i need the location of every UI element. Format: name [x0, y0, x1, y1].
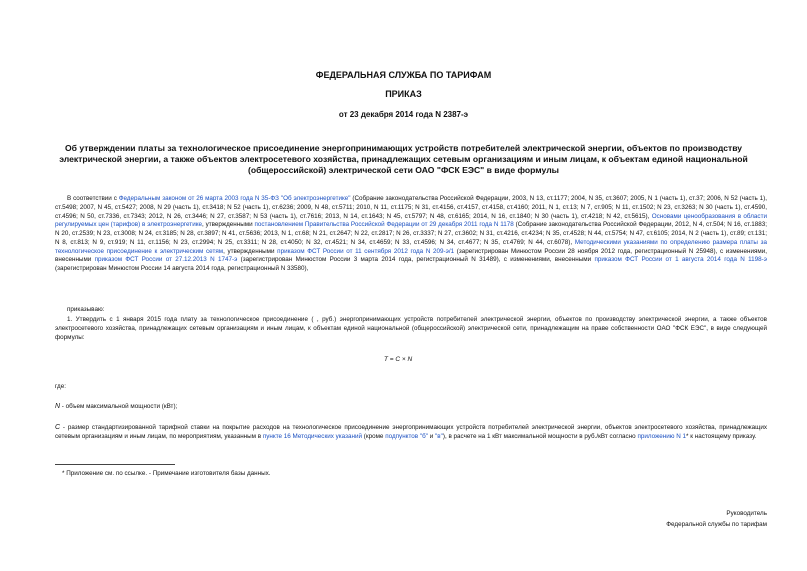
definition-c-text-1: - размер стандартизированной тарифной ставки на покрытие расходов на технологическое присоединение энергопринимающих устройств потребителей электрической энергии, объектов электросетевого хозяйства, принадлежащих сетевым организациям и иным лицам, по мероприятиям, указанным в: [55, 424, 767, 440]
preamble-text-5: , утвержденными: [223, 247, 278, 255]
definition-c: [55, 424, 767, 442]
subclause-v-link[interactable]: "в": [435, 432, 443, 440]
document-type: ПРИКАЗ: [385, 89, 422, 99]
agency-name: ФЕДЕРАЛЬНАЯ СЛУЖБА ПО ТАРИФАМ: [315, 70, 492, 80]
preamble-text-7: (зарегистрирован Минюстом России 3 марта 2014 года, регистрационный N 31489), с изменениями, внесенными: [237, 256, 595, 264]
federal-law-link[interactable]: Федеральным законом от 26 марта 2003 года N 35-ФЗ "Об электроэнергетике": [118, 195, 351, 202]
methodical-guidelines-link[interactable]: Методическими указаниями по определению размера платы за технологическое присоединение к электрическим сетям: [55, 238, 768, 255]
fts-order-1747-link[interactable]: приказом ФСТ России от 27.12.2013 N 1747-э: [94, 256, 238, 264]
footnote: * Приложение см. по ссылке. - Примечание изготовителя базы данных.: [62, 470, 271, 477]
fts-order-209-link[interactable]: приказом ФСТ России от 11 сентября 2012 года N 209-э/1: [277, 247, 455, 255]
appendix-1-link[interactable]: приложению N 1: [637, 432, 687, 440]
document-title: Об утверждении платы за технологическое присоединение энергопринимающих устройств потребителей электрической энергии, объектов по производству электрической энергии, а также объектов электросетевого хозяйства, принадлежащих сетевым организациям и иным лицам, к объектам единой национальной (общероссийской) электрической сети ОАО "ФСК ЕЭС" в виде формулы: [59, 143, 748, 175]
item-1-paragraph: 1. Утвердить с 1 января 2015 года плату за технологическое присоединение ( , руб.) энергопринимающих устройств потребителей электрической энергии, объектов по производству электрической энергии, а также объектов электросетевого хозяйства, принадлежащих сетевым организациям и иным лицам, к объектам единой национальной (общероссийской) электрической сети, принадлежащим на праве собственности ОАО "ФСК ЕЭС", в виде следующей формулы:: [55, 316, 767, 341]
fts-order-1198-link[interactable]: приказом ФСТ России от 1 августа 2014 года N 1198-э: [594, 256, 767, 264]
signature-org: Федеральной службы по тарифам: [666, 521, 767, 528]
signature-role: Руководитель: [726, 510, 767, 517]
pricing-basics-link[interactable]: Основами ценообразования в области регулируемых цен (тарифов) в электроэнергетике: [55, 212, 767, 229]
footnote-divider: [55, 464, 175, 465]
symbol-n: N: [55, 403, 61, 410]
definition-c-text-2: (кроме: [362, 432, 386, 440]
symbol-c: С: [55, 424, 61, 431]
definition-c-text-5: * к настоящему приказу.: [686, 432, 757, 440]
clause-16-link[interactable]: пункте 16 Методических указаний: [262, 432, 362, 440]
definition-n: [55, 403, 767, 412]
fee-formula: Т = С × N: [384, 356, 413, 363]
order-word: приказываю:: [67, 306, 105, 313]
preamble-text-6: (зарегистрирован Минюстом России 28 ноября 2012 года, регистрационный N 25948), с изменениями, внесенными: [55, 247, 768, 264]
definition-n-text: - объем максимальной мощности (кВт);: [60, 403, 178, 410]
preamble-text-2: (Собрание законодательства Российской Федерации, 2003, N 13, ст.1177; 2004, N 35, ст.3607; 2005, N 1 (часть 1), ст.37; 2006, N 52 (часть 1), ст.5498; 2007, N 45, ст.5427; 2008, N 29 (часть 1), ст.3418; N 52 (часть 1), ст.6236; 2009, N 48, ст.5711; 2010, N 11, ст.1175; N 31, ст.4156, ст.4157, ст.4158, ст.4160; 2011, N 1, ст.13; N 7, ст.905; N 11, ст.1502; N 23, ст.3263; N 30 (часть 1), ст.4590, ст.4596; N 50, ст.7336, ст.7343; 2012, N 26, ст.3446; N 27, ст.3587; N 53 (часть 1), ст.7616; 2013, N 14, ст.1643; N 45, ст.5797; N 48, ст.6165; 2014, N 16, ст.1840; N 30 (часть 1), ст.4218; N 42, ст.5615),: [55, 195, 767, 220]
document-date-number: от 23 декабря 2014 года N 2387-э: [338, 110, 469, 119]
subclause-b-link[interactable]: подпунктов "б": [385, 432, 428, 440]
government-decree-link[interactable]: постановлением Правительства Российской Федерации от 29 декабря 2011 года N 1178: [254, 221, 514, 229]
where-label: где:: [55, 383, 66, 390]
preamble-text-4: (Собрание законодательства Российской Федерации, 2012, N 4, ст.504; N 16, ст.1883; N 20, ст.2539; N 23, ст.3008; N 24, ст.3185; N 28, ст.3897; N 41, ст.5636; 2013, N 1, ст.68; N 21, ст.2647; N 22, ст.2817; N 26, ст.3337; N 27, ст.3602; N 31, ст.4216, ст.4234; N 35, ст.4528; N 44, ст.5754; N 47, ст.6105; 2014, N 2 (часть 1), ст.89; ст.131; N 8, ст.813; N 9, ст.919; N 11, ст.1156; N 23, ст.2994; N 25, ст.3311; N 28, ст.4050; N 32, ст.4521; N 34, ст.4659; N 33, ст.4596; N 34, ст.4677; N 35, ст.4769; N 44, ст.6078),: [55, 221, 767, 246]
preamble-paragraph: [55, 195, 767, 274]
preamble-text-1: В соответствии с: [67, 195, 119, 202]
preamble-text-3: , утвержденными: [202, 221, 255, 229]
preamble-text-8: (зарегистрирован Минюстом России 14 августа 2014 года, регистрационный N 33580),: [55, 265, 309, 272]
definition-c-text-4: ), в расчете на 1 кВт максимальной мощности в руб./кВт согласно: [442, 432, 638, 440]
definition-c-text-3: и: [427, 432, 436, 440]
